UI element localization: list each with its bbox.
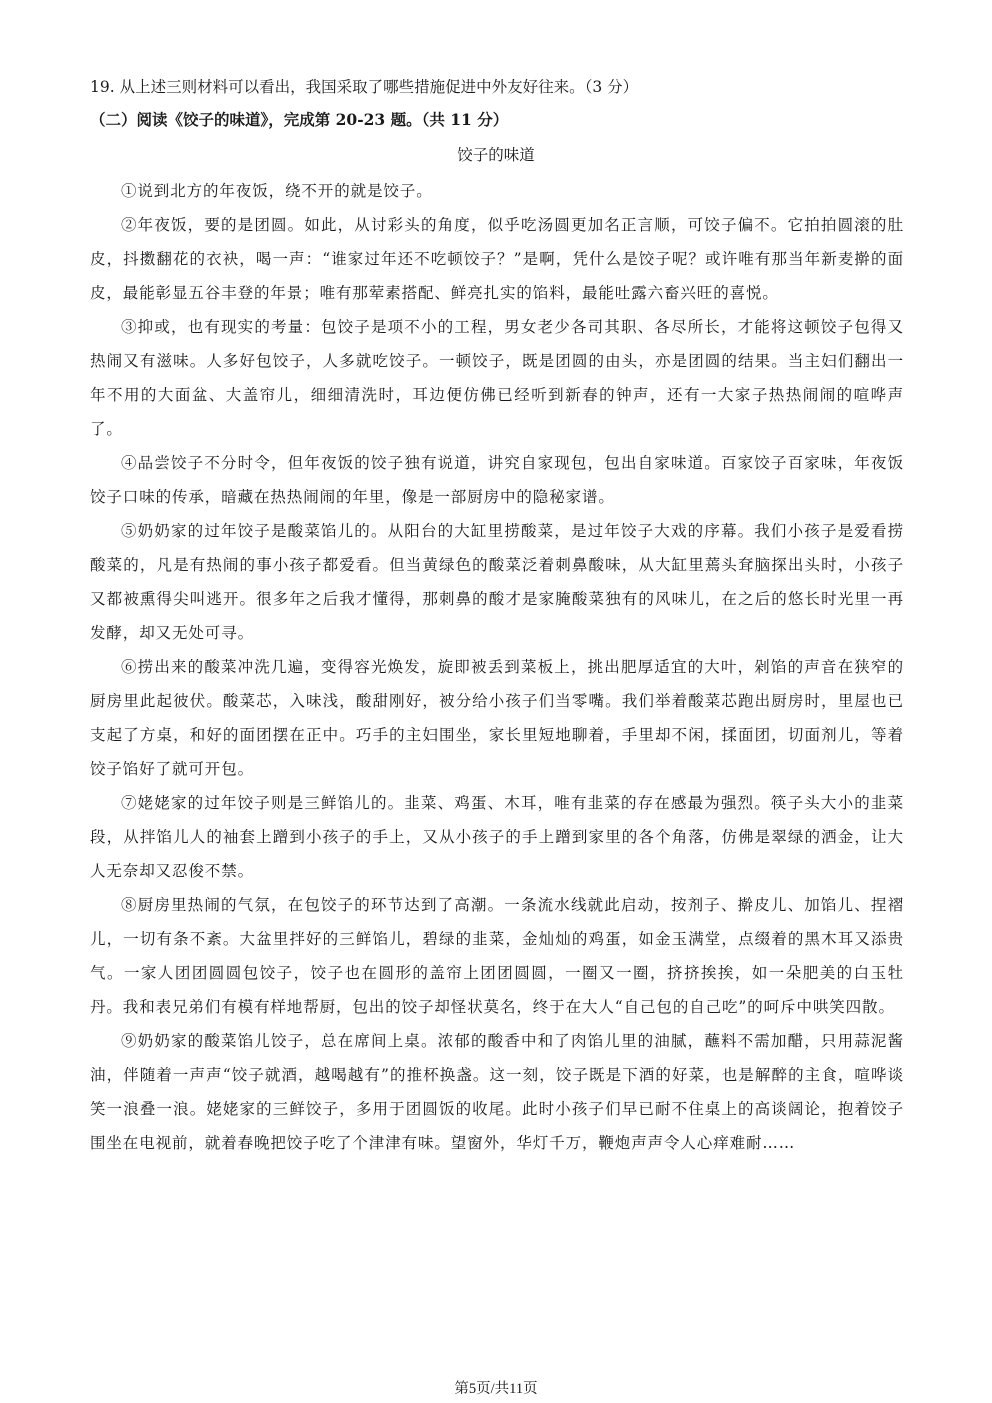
article-paragraph-4: ④品尝饺子不分时令，但年夜饭的饺子独有说道，讲究自家现包，包出自家味道。百家饺子百家味，年夜饭饺子口味的传承，暗藏在热热闹闹的年里，像是一部厨房中的隐秘家谱。 [90, 454, 904, 506]
article-paragraph-1: ①说到北方的年夜饭，绕不开的就是饺子。 [121, 182, 433, 200]
article-paragraph-7: ⑦姥姥家的过年饺子则是三鲜馅儿的。韭菜、鸡蛋、木耳，唯有韭菜的存在感最为强烈。筷子头大小的韭菜段，从拌馅儿人的袖套上蹭到小孩子的手上，又从小孩子的手上蹭到家里的各个角落，仿佛是翠绿的洒金，让大人无奈却又忍俊不禁。 [90, 794, 904, 880]
article-paragraph-3: ③抑或，也有现实的考量：包饺子是项不小的工程，男女老少各司其职、各尽所长，才能将这顿饺子包得又热闹又有滋味。人多好包饺子，人多就吃饺子。一顿饺子，既是团圆的由头，亦是团圆的结果。当主妇们翻出一年不用的大面盆、大盖帘儿，细细清洗时，耳边便仿佛已经听到新春的钟声，还有一大家子热热闹闹的喧哗声了。 [90, 318, 904, 438]
article-paragraph-5: ⑤奶奶家的过年饺子是酸菜馅儿的。从阳台的大缸里捞酸菜，是过年饺子大戏的序幕。我们小孩子是爱看捞酸菜的，凡是有热闹的事小孩子都爱看。但当黄绿色的酸菜泛着刺鼻酸味，从大缸里蔫头耷脑探出头时，小孩子又都被熏得尖叫逃开。很多年之后我才懂得，那刺鼻的酸才是家腌酸菜独有的风味儿，在之后的悠长时光里一再发酵，却又无处可寻。 [90, 522, 904, 642]
article-paragraph-9: ⑨奶奶家的酸菜馅儿饺子，总在席间上桌。浓郁的酸香中和了肉馅儿里的油腻，蘸料不需加醋，只用蒜泥酱油，伴随着一声声“饺子就酒，越喝越有”的推杯换盏。这一刻，饺子既是下酒的好菜，也是解醉的主食，喧哗谈笑一浪叠一浪。姥姥家的三鲜饺子，多用于团圆饭的收尾。此时小孩子们早已耐不住桌上的高谈阔论，抱着饺子围坐在电视前，就着春晚把饺子吃了个津津有味。望窗外，华灯千万，鞭炮声声令人心痒难耐…… [90, 1032, 904, 1152]
page-number: 第5页/共11页 [454, 1381, 538, 1397]
article-paragraph-6: ⑥捞出来的酸菜冲洗几遍，变得容光焕发，旋即被丢到菜板上，挑出肥厚适宜的大叶，剁馅的声音在狭窄的厨房里此起彼伏。酸菜芯，入味浅，酸甜刚好，被分给小孩子们当零嘴。我们举着酸菜芯跑出厨房时，里屋也已支起了方桌，和好的面团摆在正中。巧手的主妇围坐，家长里短地聊着，手里却不闲，揉面团，切面剂儿，等着饺子馅好了就可开包。 [90, 658, 904, 778]
article-paragraph-8: ⑧厨房里热闹的气氛，在包饺子的环节达到了高潮。一条流水线就此启动，按剂子、擀皮儿、加馅儿、捏褶儿，一切有条不紊。大盆里拌好的三鲜馅儿，碧绿的韭菜，金灿灿的鸡蛋，如金玉满堂，点缀着的黑木耳又添贵气。一家人团团圆圆包饺子，饺子也在圆形的盖帘上团团圆圆，一圈又一圈，挤挤挨挨，如一朵肥美的白玉牡丹。我和表兄弟们有模有样地帮厨，包出的饺子却怪状莫名，终于在大人“自己包的自己吃”的呵斥中哄笑四散。 [90, 896, 904, 1016]
question-19: 19. 从上述三则材料可以看出，我国采取了哪些措施促进中外友好往来。（3 分） [90, 78, 639, 96]
article-body [90, 174, 904, 1160]
article-paragraph-2: ②年夜饭，要的是团圆。如此，从讨彩头的角度，似乎吃汤圆更加名正言顺，可饺子偏不。它拍拍圆滚的肚皮，抖擞翻花的衣袂，喝一声：“谁家过年还不吃顿饺子？”是啊，凭什么是饺子呢？或许唯有那当年新麦擀的面皮，最能彰显五谷丰登的年景；唯有那荤素搭配、鲜亮扎实的馅料，最能吐露六畜兴旺的喜悦。 [90, 216, 904, 302]
section-heading: （二）阅读《饺子的味道》，完成第 20-23 题。（共 11 分） [90, 110, 509, 129]
article-title: 饺子的味道 [457, 146, 535, 164]
